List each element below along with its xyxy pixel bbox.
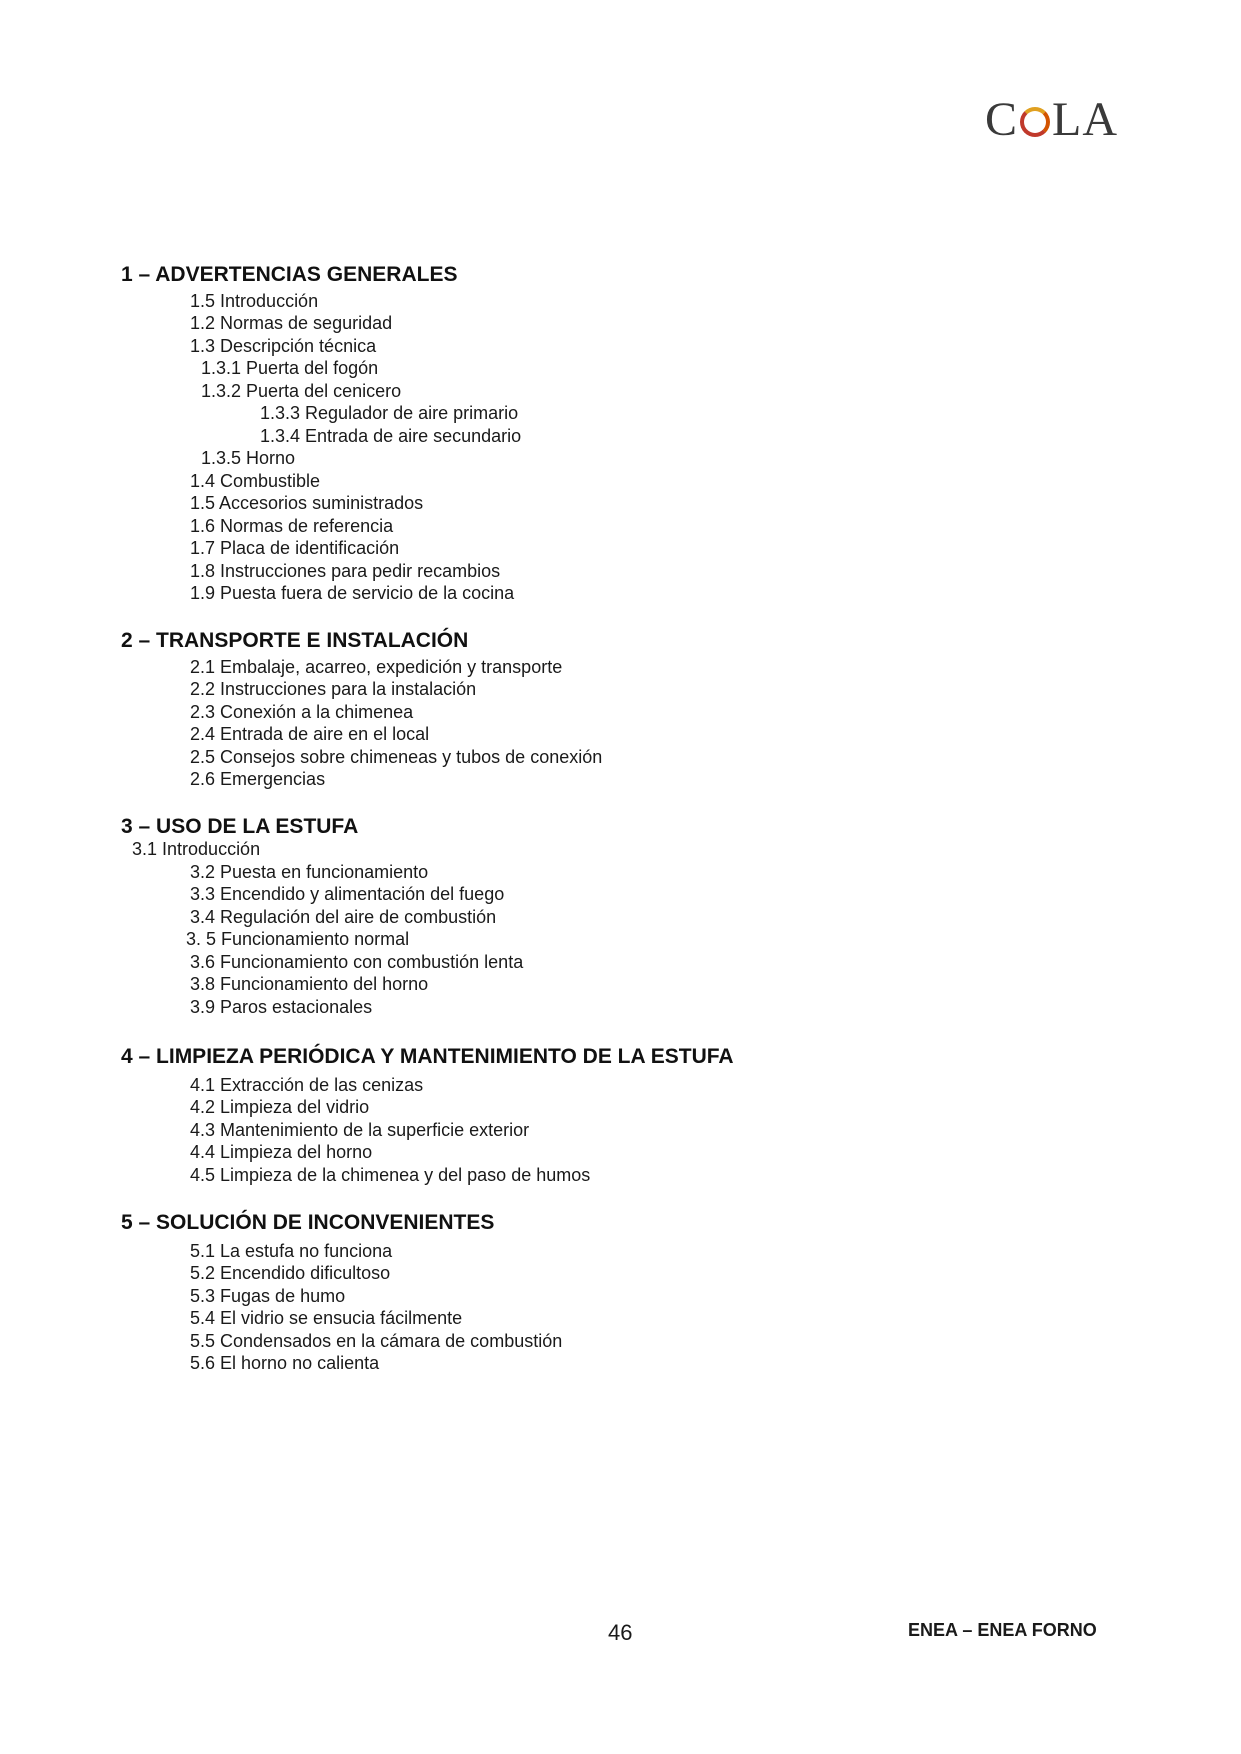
section-4-title: 4 – LIMPIEZA PERIÓDICA Y MANTENIMIENTO DE LA ESTUFA [121, 1045, 734, 1068]
toc-item: 3.2 Puesta en funcionamiento [190, 862, 429, 882]
toc-item: 4.4 Limpieza del horno [190, 1142, 373, 1162]
toc-item: 4.2 Limpieza del vidrio [190, 1097, 370, 1117]
section-3-title: 3 – USO DE LA ESTUFA [121, 815, 359, 838]
toc-item: 2.2 Instrucciones para la instalación [190, 679, 477, 699]
cola-logo [985, 93, 1118, 146]
toc-item: 1.3.1 Puerta del fogón [201, 358, 379, 378]
toc-item: 1.3.5 Horno [201, 448, 296, 468]
toc-item: 5.1 La estufa no funciona [190, 1241, 393, 1261]
toc-item: 3.4 Regulación del aire de combustión [190, 907, 497, 927]
section-1-title: 1 – ADVERTENCIAS GENERALES [121, 263, 458, 286]
toc-item: 5.2 Encendido dificultoso [190, 1263, 391, 1283]
logo-ring-o [1020, 107, 1050, 137]
toc-item: 1.3 Descripción técnica [190, 336, 377, 356]
toc-item: 2.4 Entrada de aire en el local [190, 724, 430, 744]
toc-item: 3.3 Encendido y alimentación del fuego [190, 884, 505, 904]
toc-item: 1.4 Combustible [190, 471, 321, 491]
toc-item: 4.5 Limpieza de la chimenea y del paso de humos [190, 1165, 591, 1185]
toc-item: 2.6 Emergencias [190, 769, 326, 789]
section-5-title: 5 – SOLUCIÓN DE INCONVENIENTES [121, 1211, 495, 1234]
toc-item: 1.7 Placa de identificación [190, 538, 400, 558]
logo-letters-la: LA [1052, 93, 1118, 146]
toc-item: 4.3 Mantenimiento de la superficie exterior [190, 1120, 530, 1140]
toc-item: 2.1 Embalaje, acarreo, expedición y transporte [190, 657, 563, 677]
toc-item: 1.3.4 Entrada de aire secundario [260, 426, 522, 446]
logo-letter-c: C [985, 93, 1019, 146]
toc-item: 3. 5 Funcionamiento normal [186, 929, 410, 949]
toc-item: 1.2 Normas de seguridad [190, 313, 393, 333]
section-2-title: 2 – TRANSPORTE E INSTALACIÓN [121, 629, 469, 652]
toc-item: 3.8 Funcionamiento del horno [190, 974, 429, 994]
page-number: 46 [608, 1620, 633, 1645]
footer-title: ENEA – ENEA FORNO [908, 1620, 1097, 1640]
toc-item: 5.5 Condensados en la cámara de combustión [190, 1331, 563, 1351]
toc-item: 3.1 Introducción [132, 839, 261, 859]
toc-item: 1.5 Accesorios suministrados [190, 493, 424, 513]
toc-item: 4.1 Extracción de las cenizas [190, 1075, 424, 1095]
toc-item: 5.6 El horno no calienta [190, 1353, 380, 1373]
toc-item: 3.9 Paros estacionales [190, 997, 373, 1017]
toc-item: 1.9 Puesta fuera de servicio de la cocina [190, 583, 515, 603]
toc-item: 5.3 Fugas de humo [190, 1286, 346, 1306]
toc-item: 1.3.3 Regulador de aire primario [260, 403, 519, 423]
toc-item: 1.6 Normas de referencia [190, 516, 394, 536]
toc-item: 1.5 Introducción [190, 291, 319, 311]
toc-item: 5.4 El vidrio se ensucia fácilmente [190, 1308, 463, 1328]
toc-item: 2.5 Consejos sobre chimeneas y tubos de conexión [190, 747, 603, 767]
toc-item: 3.6 Funcionamiento con combustión lenta [190, 952, 524, 972]
toc-item: 1.8 Instrucciones para pedir recambios [190, 561, 501, 581]
toc-item: 2.3 Conexión a la chimenea [190, 702, 414, 722]
toc-item: 1.3.2 Puerta del cenicero [201, 381, 402, 401]
